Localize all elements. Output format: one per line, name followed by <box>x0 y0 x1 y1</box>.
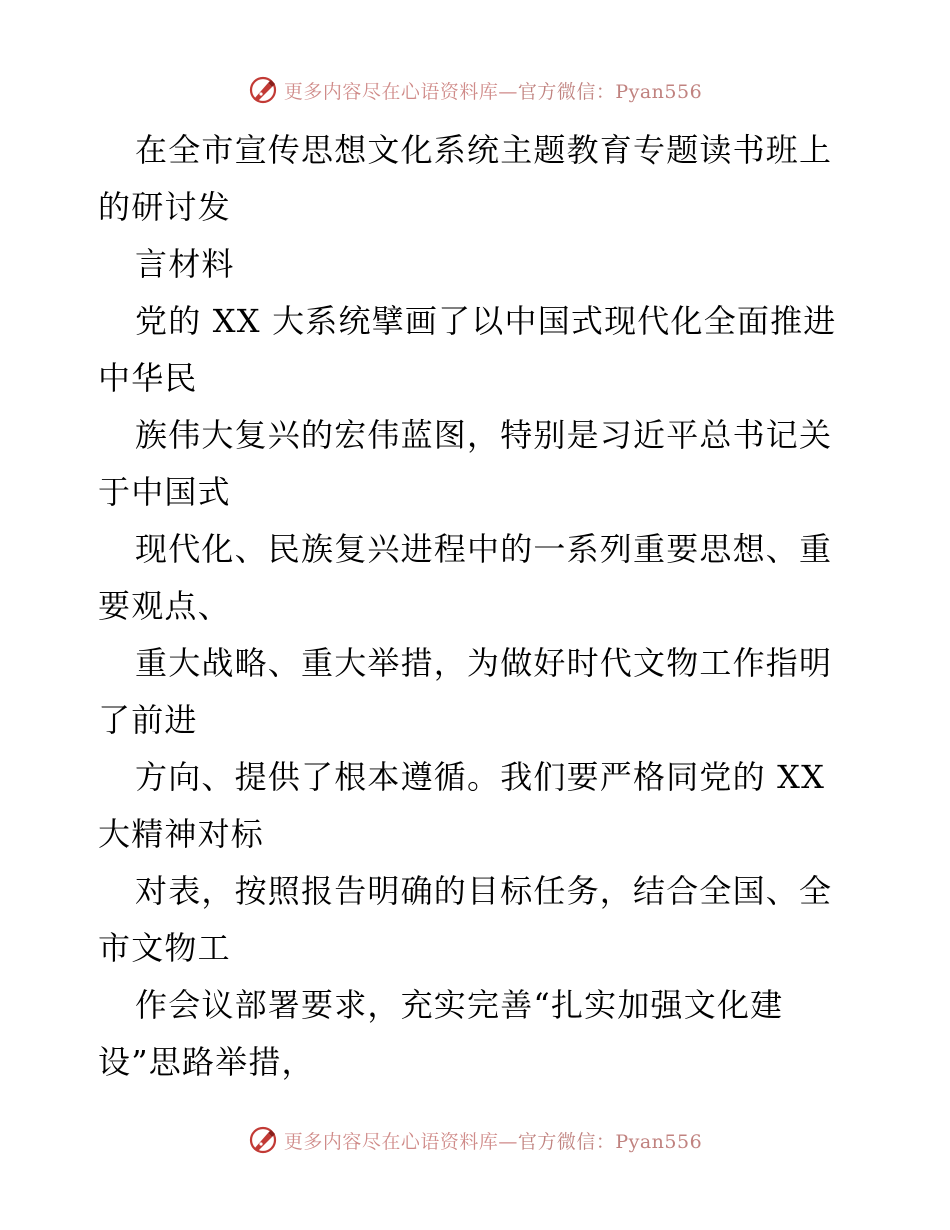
watermark-text: 更多内容尽在心语资料库—官方微信：Pyan556 <box>283 80 703 103</box>
body-line: 市文物工 <box>98 929 231 967</box>
document-body <box>98 122 858 1091</box>
body-line: 在全市宣传思想文化系统主题教育专题读书班上 <box>135 131 833 169</box>
body-line: 言材料 <box>135 245 235 283</box>
header-watermark <box>0 70 950 110</box>
body-line: 的研讨发 <box>98 188 231 226</box>
body-line: 了前进 <box>98 701 198 739</box>
footer-watermark <box>0 1120 950 1160</box>
body-line: 重大战略、重大举措，为做好时代文物工作指明 <box>135 644 833 682</box>
body-line: 要观点、 <box>98 587 231 625</box>
body-line: 族伟大复兴的宏伟蓝图，特别是习近平总书记关 <box>135 416 833 454</box>
body-line: 现代化、民族复兴进程中的一系列重要思想、重 <box>135 530 833 568</box>
pen-nib-logo-icon <box>248 75 278 105</box>
body-line: 大精神对标 <box>98 815 265 853</box>
body-line: 党的 XX 大系统擘画了以中国式现代化全面推进 <box>135 302 837 340</box>
body-line: 对表，按照报告明确的目标任务，结合全国、全 <box>135 872 833 910</box>
body-line: 中华民 <box>98 359 198 397</box>
body-line: 设”思路举措， <box>98 1043 315 1081</box>
pen-nib-logo-icon <box>248 1125 278 1155</box>
watermark-text: 更多内容尽在心语资料库—官方微信：Pyan556 <box>283 1130 703 1153</box>
body-line: 作会议部署要求，充实完善“扎实加强文化建 <box>135 986 784 1024</box>
body-line: 于中国式 <box>98 473 231 511</box>
body-line: 方向、提供了根本遵循。我们要严格同党的 XX <box>135 758 826 796</box>
